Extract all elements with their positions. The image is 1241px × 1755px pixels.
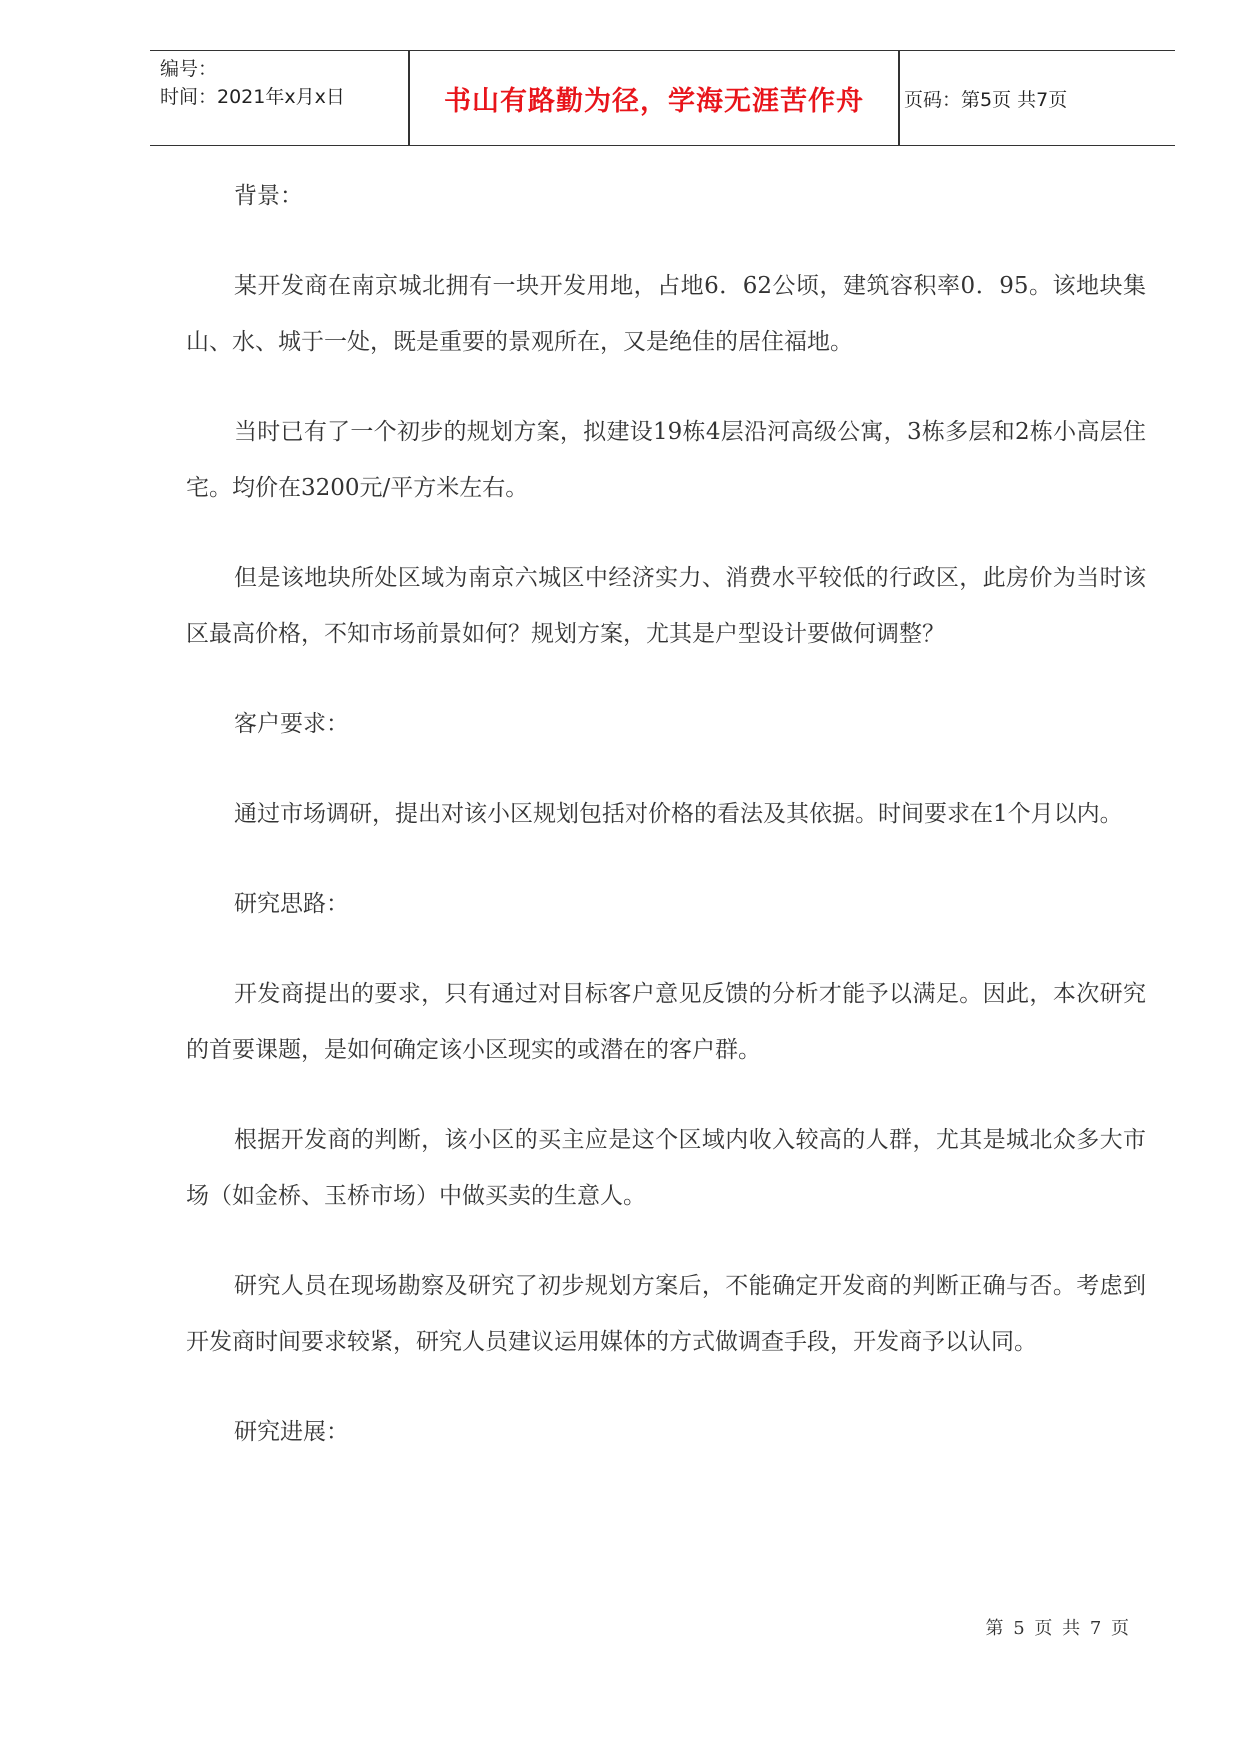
section-heading-research-approach: 研究思路： [234,891,349,917]
paragraph-initial-plan: 当时已有了一个初步的规划方案，拟建设19栋4层沿河高级公寓，3栋多层和2栋小高层住宅。均价在3200元/平方米左右。 [186,419,1146,501]
section-heading-client-requirements: 客户要求： [234,711,349,737]
section-heading-research-progress: 研究进展： [234,1419,349,1445]
document-time-label: 时间：2021年x月x日 [160,86,345,108]
paragraph-approach: 开发商提出的要求，只有通过对目标客户意见反馈的分析才能予以满足。因此，本次研究的首要课题，是如何确定该小区现实的或潜在的客户群。 [186,981,1146,1063]
document-header [150,50,1175,146]
header-divider-right [898,51,900,145]
paragraph-market-question: 但是该地块所处区域为南京六城区中经济实力、消费水平较低的行政区，此房价为当时该区最高价格，不知市场前景如何？规划方案，尤其是户型设计要做何调整？ [186,565,1146,647]
paragraph-developer-judgement: 根据开发商的判断，该小区的买主应是这个区域内收入较高的人群，尤其是城北众多大市场（如金桥、玉桥市场）中做买卖的生意人。 [186,1127,1146,1209]
document-body [186,168,1146,1494]
header-motto: 书山有路勤为径，学海无涯苦作舟 [444,85,864,117]
header-page-label: 页码：第5页 共7页 [904,88,1068,111]
footer-page-number: 第 5 页 共 7 页 [985,1618,1131,1639]
section-heading-background: 背景： [234,183,303,209]
document-number-label: 编号： [160,58,218,80]
header-meta [160,55,410,111]
header-divider-left [408,51,410,145]
paragraph-requirements: 通过市场调研，提出对该小区规划包括对价格的看法及其依据。时间要求在1个月以内。 [234,801,1123,827]
paragraph-research-method: 研究人员在现场勘察及研究了初步规划方案后，不能确定开发商的判断正确与否。考虑到开发商时间要求较紧，研究人员建议运用媒体的方式做调查手段，开发商予以认同。 [186,1273,1146,1355]
paragraph-site-description: 某开发商在南京城北拥有一块开发用地，占地6．62公顷，建筑容积率0．95。该地块集山、水、城于一处，既是重要的景观所在，又是绝佳的居住福地。 [186,273,1146,355]
